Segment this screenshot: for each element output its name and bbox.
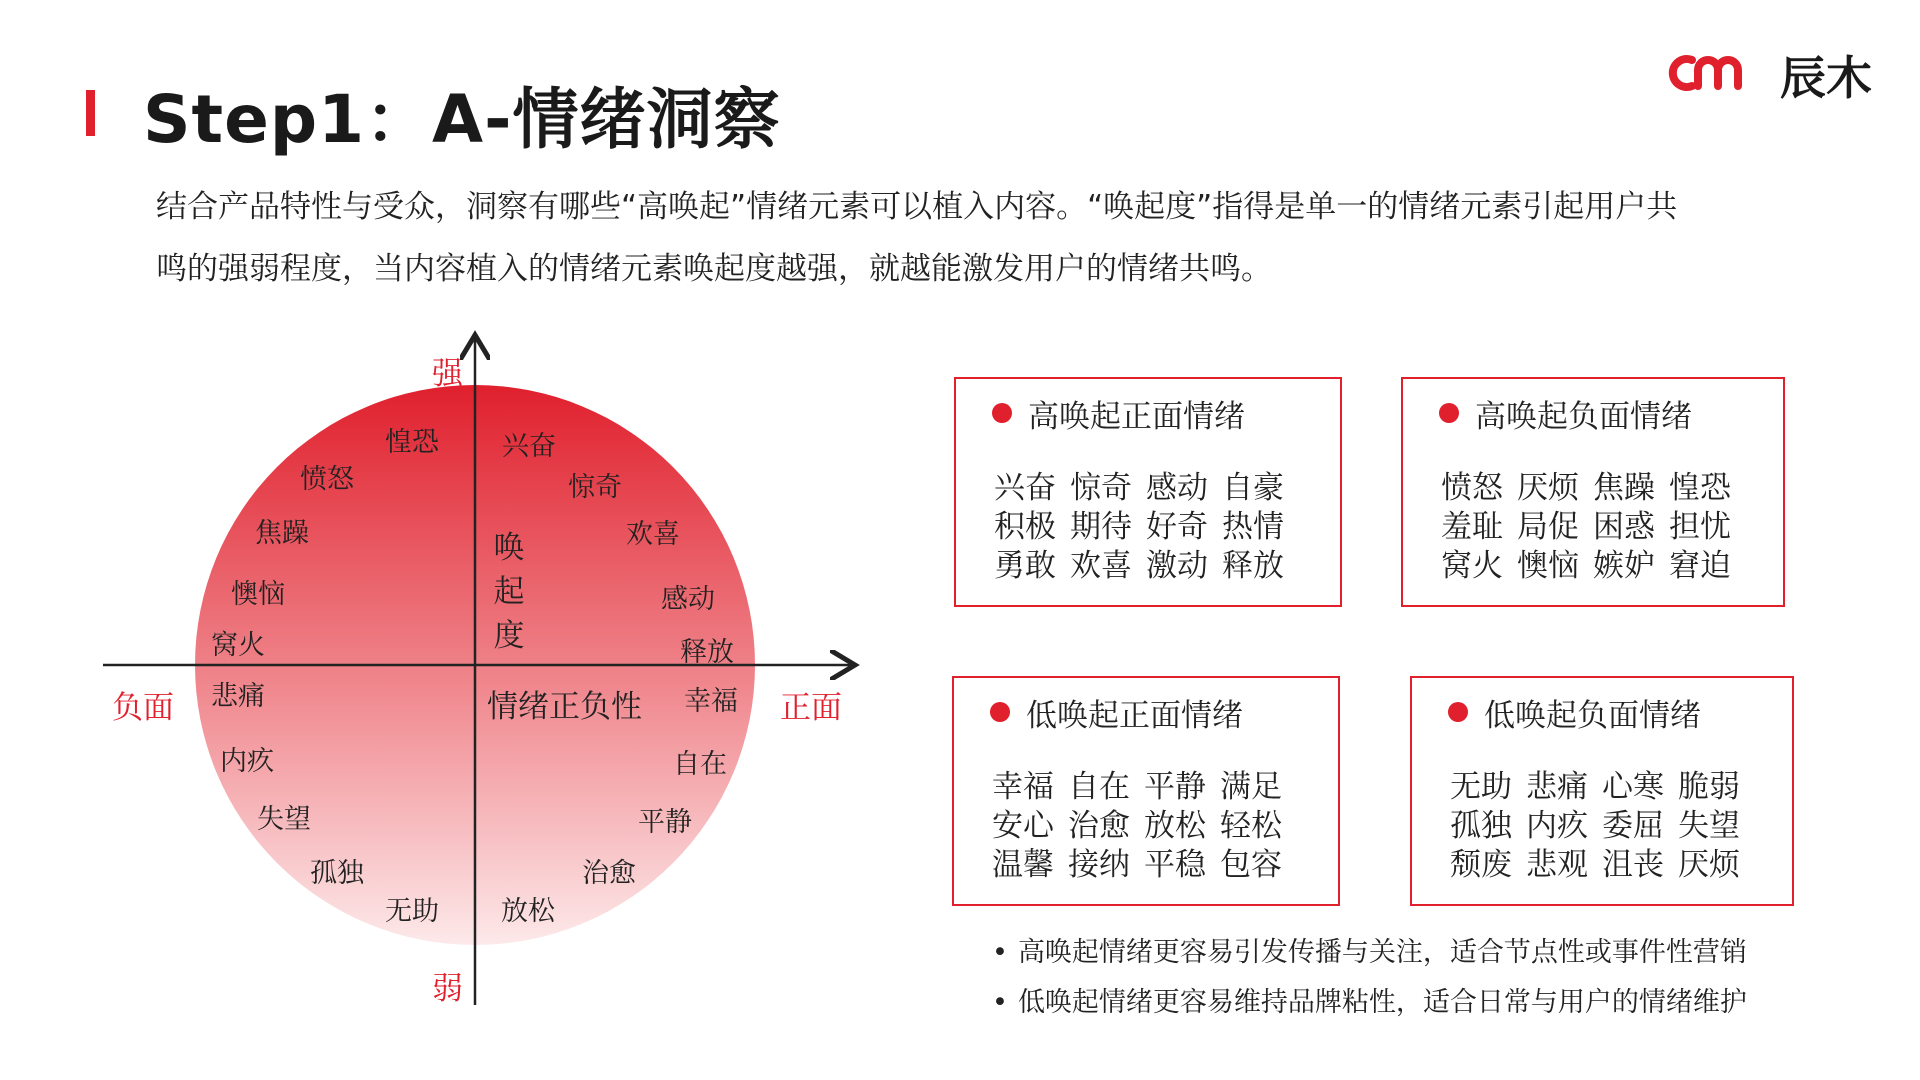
emotion-label: 失望 xyxy=(257,804,311,835)
word-row xyxy=(994,508,1298,547)
brand-name: 辰木 xyxy=(1780,51,1872,105)
emotion-word: 激动 xyxy=(1146,548,1208,584)
note-text: 低唤起情绪更容易维持品牌粘性，适合日常与用户的情绪维护 xyxy=(1017,987,1747,1018)
red-dot-icon xyxy=(990,702,1010,722)
quadrant-title: 高唤起负面情绪 xyxy=(1475,399,1692,435)
word-row xyxy=(1441,547,1745,586)
quadrant-title: 低唤起正面情绪 xyxy=(1026,698,1243,734)
intro-line-1: 结合产品特性与受众，洞察有哪些“高唤起”情绪元素可以植入内容。“唤起度”指得是单一的情绪元素引起用户共 xyxy=(156,189,1678,225)
emotion-word: 勇敢 xyxy=(994,548,1056,584)
page-title: Step1：A-情绪洞察 xyxy=(143,81,781,158)
emotion-word: 释放 xyxy=(1222,548,1284,584)
emotion-label: 无助 xyxy=(385,896,439,927)
emotion-label: 悲痛 xyxy=(211,681,265,712)
emotion-label: 惶恐 xyxy=(385,427,439,458)
emotion-word: 自在 xyxy=(1068,769,1130,805)
emotion-word: 羞耻 xyxy=(1441,509,1503,545)
emotion-word: 脆弱 xyxy=(1678,769,1740,805)
red-dot-icon xyxy=(1439,403,1459,423)
emotion-word: 幸福 xyxy=(992,769,1054,805)
emotion-word: 热情 xyxy=(1222,509,1284,545)
emotion-label: 感动 xyxy=(661,584,715,615)
emotion-word: 惶恐 xyxy=(1669,470,1731,506)
bullet-icon: • xyxy=(992,937,1008,968)
emotion-word: 孤独 xyxy=(1450,808,1512,844)
emotion-word: 治愈 xyxy=(1068,808,1130,844)
emotion-word: 悲观 xyxy=(1526,847,1588,883)
note-text: 高唤起情绪更容易引发传播与关注，适合节点性或事件性营销 xyxy=(1017,937,1747,968)
emotion-word: 失望 xyxy=(1678,808,1740,844)
emotion-word: 委屈 xyxy=(1602,808,1664,844)
emotion-word: 内疚 xyxy=(1526,808,1588,844)
emotion-word: 放松 xyxy=(1144,808,1206,844)
word-row xyxy=(1450,846,1754,885)
emotion-word: 满足 xyxy=(1220,769,1282,805)
emotion-label: 懊恼 xyxy=(231,579,285,610)
emotion-word: 惊奇 xyxy=(1070,470,1132,506)
word-row xyxy=(1450,807,1754,846)
quadrant-high-positive xyxy=(954,377,1342,607)
axis-label-weak: 弱 xyxy=(432,971,463,1007)
quadrant-title: 低唤起负面情绪 xyxy=(1484,698,1701,734)
emotion-label: 释放 xyxy=(680,637,734,668)
emotion-label: 放松 xyxy=(501,896,555,927)
emotion-label: 孤独 xyxy=(310,858,364,889)
axis-label-negative: 负面 xyxy=(112,690,174,726)
word-row xyxy=(994,547,1298,586)
emotion-label: 焦躁 xyxy=(255,518,309,549)
vertical-axis-name xyxy=(492,526,526,658)
quadrant-low-positive xyxy=(952,676,1340,906)
emotion-word: 窘迫 xyxy=(1669,548,1731,584)
emotion-word-grid xyxy=(994,469,1298,586)
note-item xyxy=(992,980,1747,1019)
emotion-label: 幸福 xyxy=(684,686,738,717)
emotion-word: 感动 xyxy=(1146,470,1208,506)
emotion-word-grid xyxy=(992,768,1296,885)
emotion-label: 欢喜 xyxy=(626,519,680,550)
emotion-label: 自在 xyxy=(673,749,727,780)
emotion-word: 厌烦 xyxy=(1678,847,1740,883)
brand-mark-icon xyxy=(1662,42,1772,102)
emotion-word: 接纳 xyxy=(1068,847,1130,883)
emotion-label: 窝火 xyxy=(211,630,265,661)
emotion-word-grid xyxy=(1450,768,1754,885)
word-row xyxy=(992,768,1296,807)
emotion-word: 厌烦 xyxy=(1517,470,1579,506)
emotion-label: 愤怒 xyxy=(300,464,354,495)
word-row xyxy=(1441,469,1745,508)
emotion-word: 平静 xyxy=(1144,769,1206,805)
emotion-word: 懊恼 xyxy=(1517,548,1579,584)
emotion-word: 心寒 xyxy=(1602,769,1664,805)
word-row xyxy=(992,846,1296,885)
bullet-icon: • xyxy=(992,987,1008,1018)
intro-line-2: 鸣的强弱程度，当内容植入的情绪元素唤起度越强，就越能激发用户的情绪共鸣。 xyxy=(156,251,1272,287)
emotion-word: 困惑 xyxy=(1593,509,1655,545)
emotion-word: 悲痛 xyxy=(1526,769,1588,805)
red-dot-icon xyxy=(992,403,1012,423)
quadrant-high-negative xyxy=(1401,377,1785,607)
emotion-label: 惊奇 xyxy=(568,472,622,503)
horizontal-axis-name: 情绪正负性 xyxy=(487,689,642,725)
emotion-word: 欢喜 xyxy=(1070,548,1132,584)
quadrant-low-negative xyxy=(1410,676,1794,906)
axis-label-positive: 正面 xyxy=(780,690,842,726)
arousal-label: 唤起度 xyxy=(493,530,525,654)
emotion-word: 期待 xyxy=(1070,509,1132,545)
emotion-word: 好奇 xyxy=(1146,509,1208,545)
brand-logo xyxy=(1662,42,1892,105)
emotion-word: 颓废 xyxy=(1450,847,1512,883)
intro-paragraph xyxy=(156,176,1756,300)
emotion-word: 无助 xyxy=(1450,769,1512,805)
quadrant-title: 高唤起正面情绪 xyxy=(1028,399,1245,435)
emotion-word: 自豪 xyxy=(1222,470,1284,506)
word-row xyxy=(1450,768,1754,807)
emotion-word: 担忧 xyxy=(1669,509,1731,545)
emotion-word: 兴奋 xyxy=(994,470,1056,506)
emotion-word: 焦躁 xyxy=(1593,470,1655,506)
emotion-word: 平稳 xyxy=(1144,847,1206,883)
word-row xyxy=(994,469,1298,508)
emotion-word: 温馨 xyxy=(992,847,1054,883)
emotion-label: 平静 xyxy=(638,807,692,838)
emotion-word: 包容 xyxy=(1220,847,1282,883)
emotion-word: 沮丧 xyxy=(1602,847,1664,883)
emotion-word: 窝火 xyxy=(1441,548,1503,584)
word-row xyxy=(992,807,1296,846)
emotion-label: 治愈 xyxy=(582,858,636,889)
emotion-word-grid xyxy=(1441,469,1745,586)
emotion-label: 内疚 xyxy=(220,746,274,777)
red-dot-icon xyxy=(1448,702,1468,722)
emotion-word: 嫉妒 xyxy=(1593,548,1655,584)
emotion-word: 愤怒 xyxy=(1441,470,1503,506)
emotion-word: 安心 xyxy=(992,808,1054,844)
emotion-word: 局促 xyxy=(1517,509,1579,545)
emotion-label: 兴奋 xyxy=(502,431,556,462)
emotion-word: 积极 xyxy=(994,509,1056,545)
title-accent-bar xyxy=(86,90,95,136)
axis-label-strong: 强 xyxy=(432,356,463,392)
emotion-word: 轻松 xyxy=(1220,808,1282,844)
note-item xyxy=(992,930,1747,969)
word-row xyxy=(1441,508,1745,547)
